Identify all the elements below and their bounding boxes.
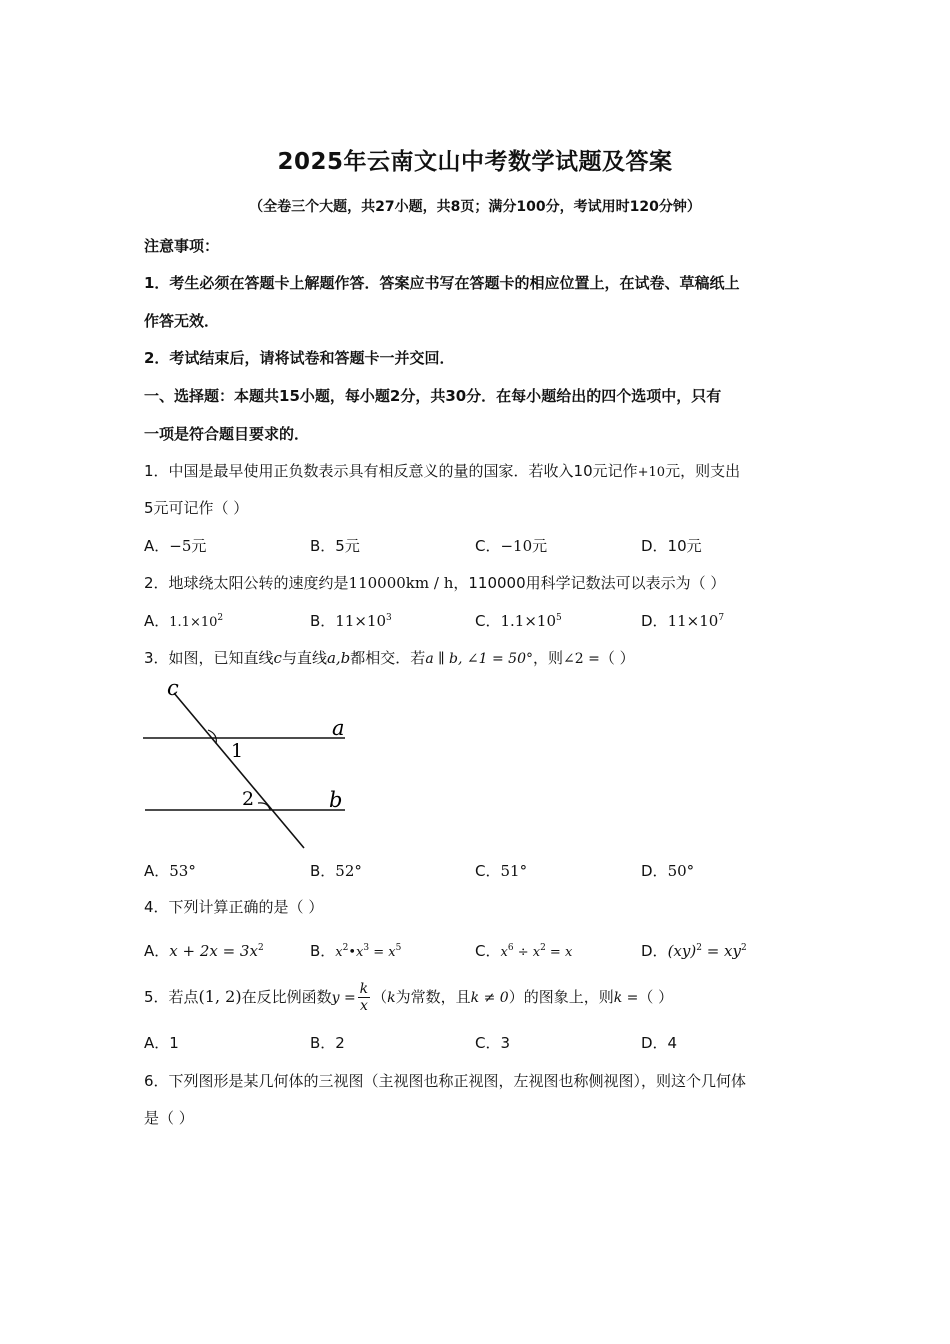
q2-text-end: ，110000用科学记数法可以表示为（ ） (453, 574, 726, 592)
angle-2-arc (258, 803, 270, 810)
q1-c-label: C． (475, 537, 501, 555)
q3-text-2: 与直线 (281, 649, 327, 667)
q2-d-label: D． (641, 612, 668, 630)
q4-option-d (641, 940, 747, 961)
q5-option-c: C．3 (475, 1034, 511, 1052)
q5-frac-den: x (359, 998, 368, 1014)
q5-option-d: D．4 (641, 1034, 678, 1052)
line-c (174, 693, 304, 848)
q3-ask: ∠2 = (563, 651, 600, 667)
q5-point: (1, 2) (198, 987, 242, 1006)
q5-fraction (358, 981, 370, 1014)
q5-k: k (387, 990, 396, 1006)
q4-c-e2: 2 (540, 943, 546, 953)
q5-option-b: B．2 (310, 1034, 345, 1052)
question-5-stem (144, 980, 673, 1015)
q4-a-exp: 2 (257, 943, 264, 953)
q2-math: 110000km / h (348, 574, 454, 592)
q2-option-a (144, 610, 223, 631)
q2-a-exp: 2 (217, 613, 224, 623)
q4-b-e2: 3 (363, 943, 370, 953)
q5-text-3: （ (372, 988, 388, 1006)
q3-b-value: 52° (335, 862, 362, 880)
q4-c-m3: = x (545, 945, 573, 960)
q2-a-base: 1.1×10 (169, 615, 218, 630)
q4-d-e2: 2 (740, 943, 747, 953)
q4-d-label: D． (641, 942, 668, 960)
q2-option-d (641, 610, 724, 631)
q1-math: +10 (637, 465, 666, 480)
q2-c-exp: 5 (556, 613, 562, 623)
q5-text-4: 为常数，且 (395, 988, 471, 1006)
q4-b-m1: x (335, 945, 343, 960)
label-b: b (329, 788, 343, 812)
q5-k-eq: k = (613, 990, 639, 1006)
q2-a-label: A． (144, 612, 170, 630)
label-a: a (332, 716, 345, 740)
q1-option-c (475, 535, 547, 556)
q1-c-unit: 元 (532, 537, 548, 555)
label-angle-1: 1 (231, 740, 244, 762)
notice-item-1-cont: 作答无效． (144, 312, 220, 330)
q4-d-m2: = xy (701, 942, 741, 960)
question-1-stem-cont: 5元可记作（ ） (144, 499, 249, 517)
q4-b-e1: 2 (342, 943, 349, 953)
q3-b-label: B． (310, 862, 336, 880)
q5-option-a: A．1 (144, 1034, 179, 1052)
q2-option-b (310, 610, 392, 631)
q2-b-base: 11×10 (335, 612, 387, 630)
q4-b-e3: 5 (395, 943, 402, 953)
question-2-stem (144, 572, 725, 593)
q4-b-m3: = x (369, 945, 396, 960)
q1-option-a (144, 535, 206, 556)
notice-item-1: 1．考生必须在答题卡上解题作答．答案应书写在答题卡的相应位置上，在试卷、草稿纸上 (144, 274, 740, 292)
q4-option-b (310, 940, 401, 961)
q4-b-label: B． (310, 942, 336, 960)
section-1-heading: 一、选择题：本题共15小题，每小题2分，共30分．在每小题给出的四个选项中，只有 (144, 387, 722, 405)
q1-a-label: A． (144, 537, 170, 555)
q3-text-4: ，则 (532, 649, 563, 667)
q1-text-end: 元，则支出 (665, 462, 741, 480)
label-angle-2: 2 (242, 788, 255, 810)
q1-a-math: −5 (169, 537, 192, 555)
page-title: 2025年云南文山中考数学试题及答案 (277, 149, 673, 175)
q2-d-exp: 7 (718, 613, 725, 623)
q2-text: 2．地球绕太阳公转的速度约是 (144, 574, 349, 592)
notice-heading: 注意事项： (144, 237, 220, 255)
q3-d-value: 50° (667, 862, 695, 880)
q5-k-ne-0: k ≠ 0 (470, 990, 509, 1006)
q5-text-5: ）的图象上，则 (508, 988, 614, 1006)
q3-a-value: 53° (169, 862, 196, 880)
q4-b-m2: •x (348, 945, 364, 960)
q3-c-value: 51° (500, 862, 528, 880)
q2-b-label: B． (310, 612, 336, 630)
q3-lines-ab: a,b (326, 649, 351, 667)
page-subtitle: （全卷三个大题，共27小题，共8页；满分100分，考试用时120分钟） (249, 199, 701, 215)
question-3-stem (144, 647, 635, 668)
q3-text-1: 3．如图，已知直线 (144, 649, 274, 667)
q4-c-m1: x (500, 945, 508, 960)
q2-c-base: 1.1×10 (500, 612, 556, 630)
q4-a-math: x + 2x = 3x (169, 942, 258, 960)
q3-text-5: （ ） (599, 649, 635, 667)
q2-c-label: C． (475, 612, 501, 630)
label-c: c (167, 678, 179, 700)
question-1-stem (144, 460, 740, 481)
q1-text: 1．中国是最早使用正负数表示具有相反意义的量的国家．若收入10元记作 (144, 462, 638, 480)
section-1-heading-cont: 一项是符合题目要求的． (144, 425, 310, 443)
q2-option-c (475, 610, 562, 631)
q3-d-label: D． (641, 862, 668, 880)
q3-option-b (310, 860, 362, 881)
q3-c-label: C． (475, 862, 501, 880)
notice-item-2: 2．考试结束后，请将试卷和答题卡一并交回． (144, 349, 455, 367)
q2-d-base: 11×10 (667, 612, 719, 630)
q3-text-3: 都相交．若 (350, 649, 426, 667)
q4-option-a (144, 940, 264, 961)
q2-b-exp: 3 (386, 613, 392, 623)
question-4-stem: 4．下列计算正确的是（ ） (144, 898, 324, 916)
q3-option-a (144, 860, 196, 881)
q3-condition: a ∥ b, ∠1 = 50° (425, 651, 533, 667)
q3-option-c (475, 860, 527, 881)
q4-d-m1: (xy) (667, 942, 697, 960)
q5-text-1: 5．若点 (144, 988, 199, 1006)
q3-a-label: A． (144, 862, 170, 880)
q1-a-unit: 元 (191, 537, 207, 555)
q1-option-d: D．10元 (641, 537, 702, 555)
q3-option-d (641, 860, 694, 881)
q3-line-c: c (273, 649, 282, 667)
q5-y: y = (331, 990, 356, 1006)
q4-c-e1: 6 (507, 943, 514, 953)
q1-c-math: −10 (500, 537, 533, 555)
q4-option-c (475, 940, 572, 961)
q5-text-6: （ ） (638, 988, 674, 1006)
q4-c-m2: ÷ x (513, 945, 541, 960)
q4-c-label: C． (475, 942, 501, 960)
q3-figure (140, 678, 355, 850)
question-6-stem: 6．下列图形是某几何体的三视图（主视图也称正视图，左视图也称侧视图），则这个几何体 (144, 1072, 747, 1090)
q1-option-b: B．5元 (310, 537, 360, 555)
q5-text-2: 在反比例函数 (241, 988, 332, 1006)
q5-frac-num: k (359, 981, 369, 997)
q4-d-e1: 2 (696, 943, 702, 953)
question-6-stem-cont: 是（ ） (144, 1109, 194, 1127)
q4-a-label: A． (144, 942, 170, 960)
